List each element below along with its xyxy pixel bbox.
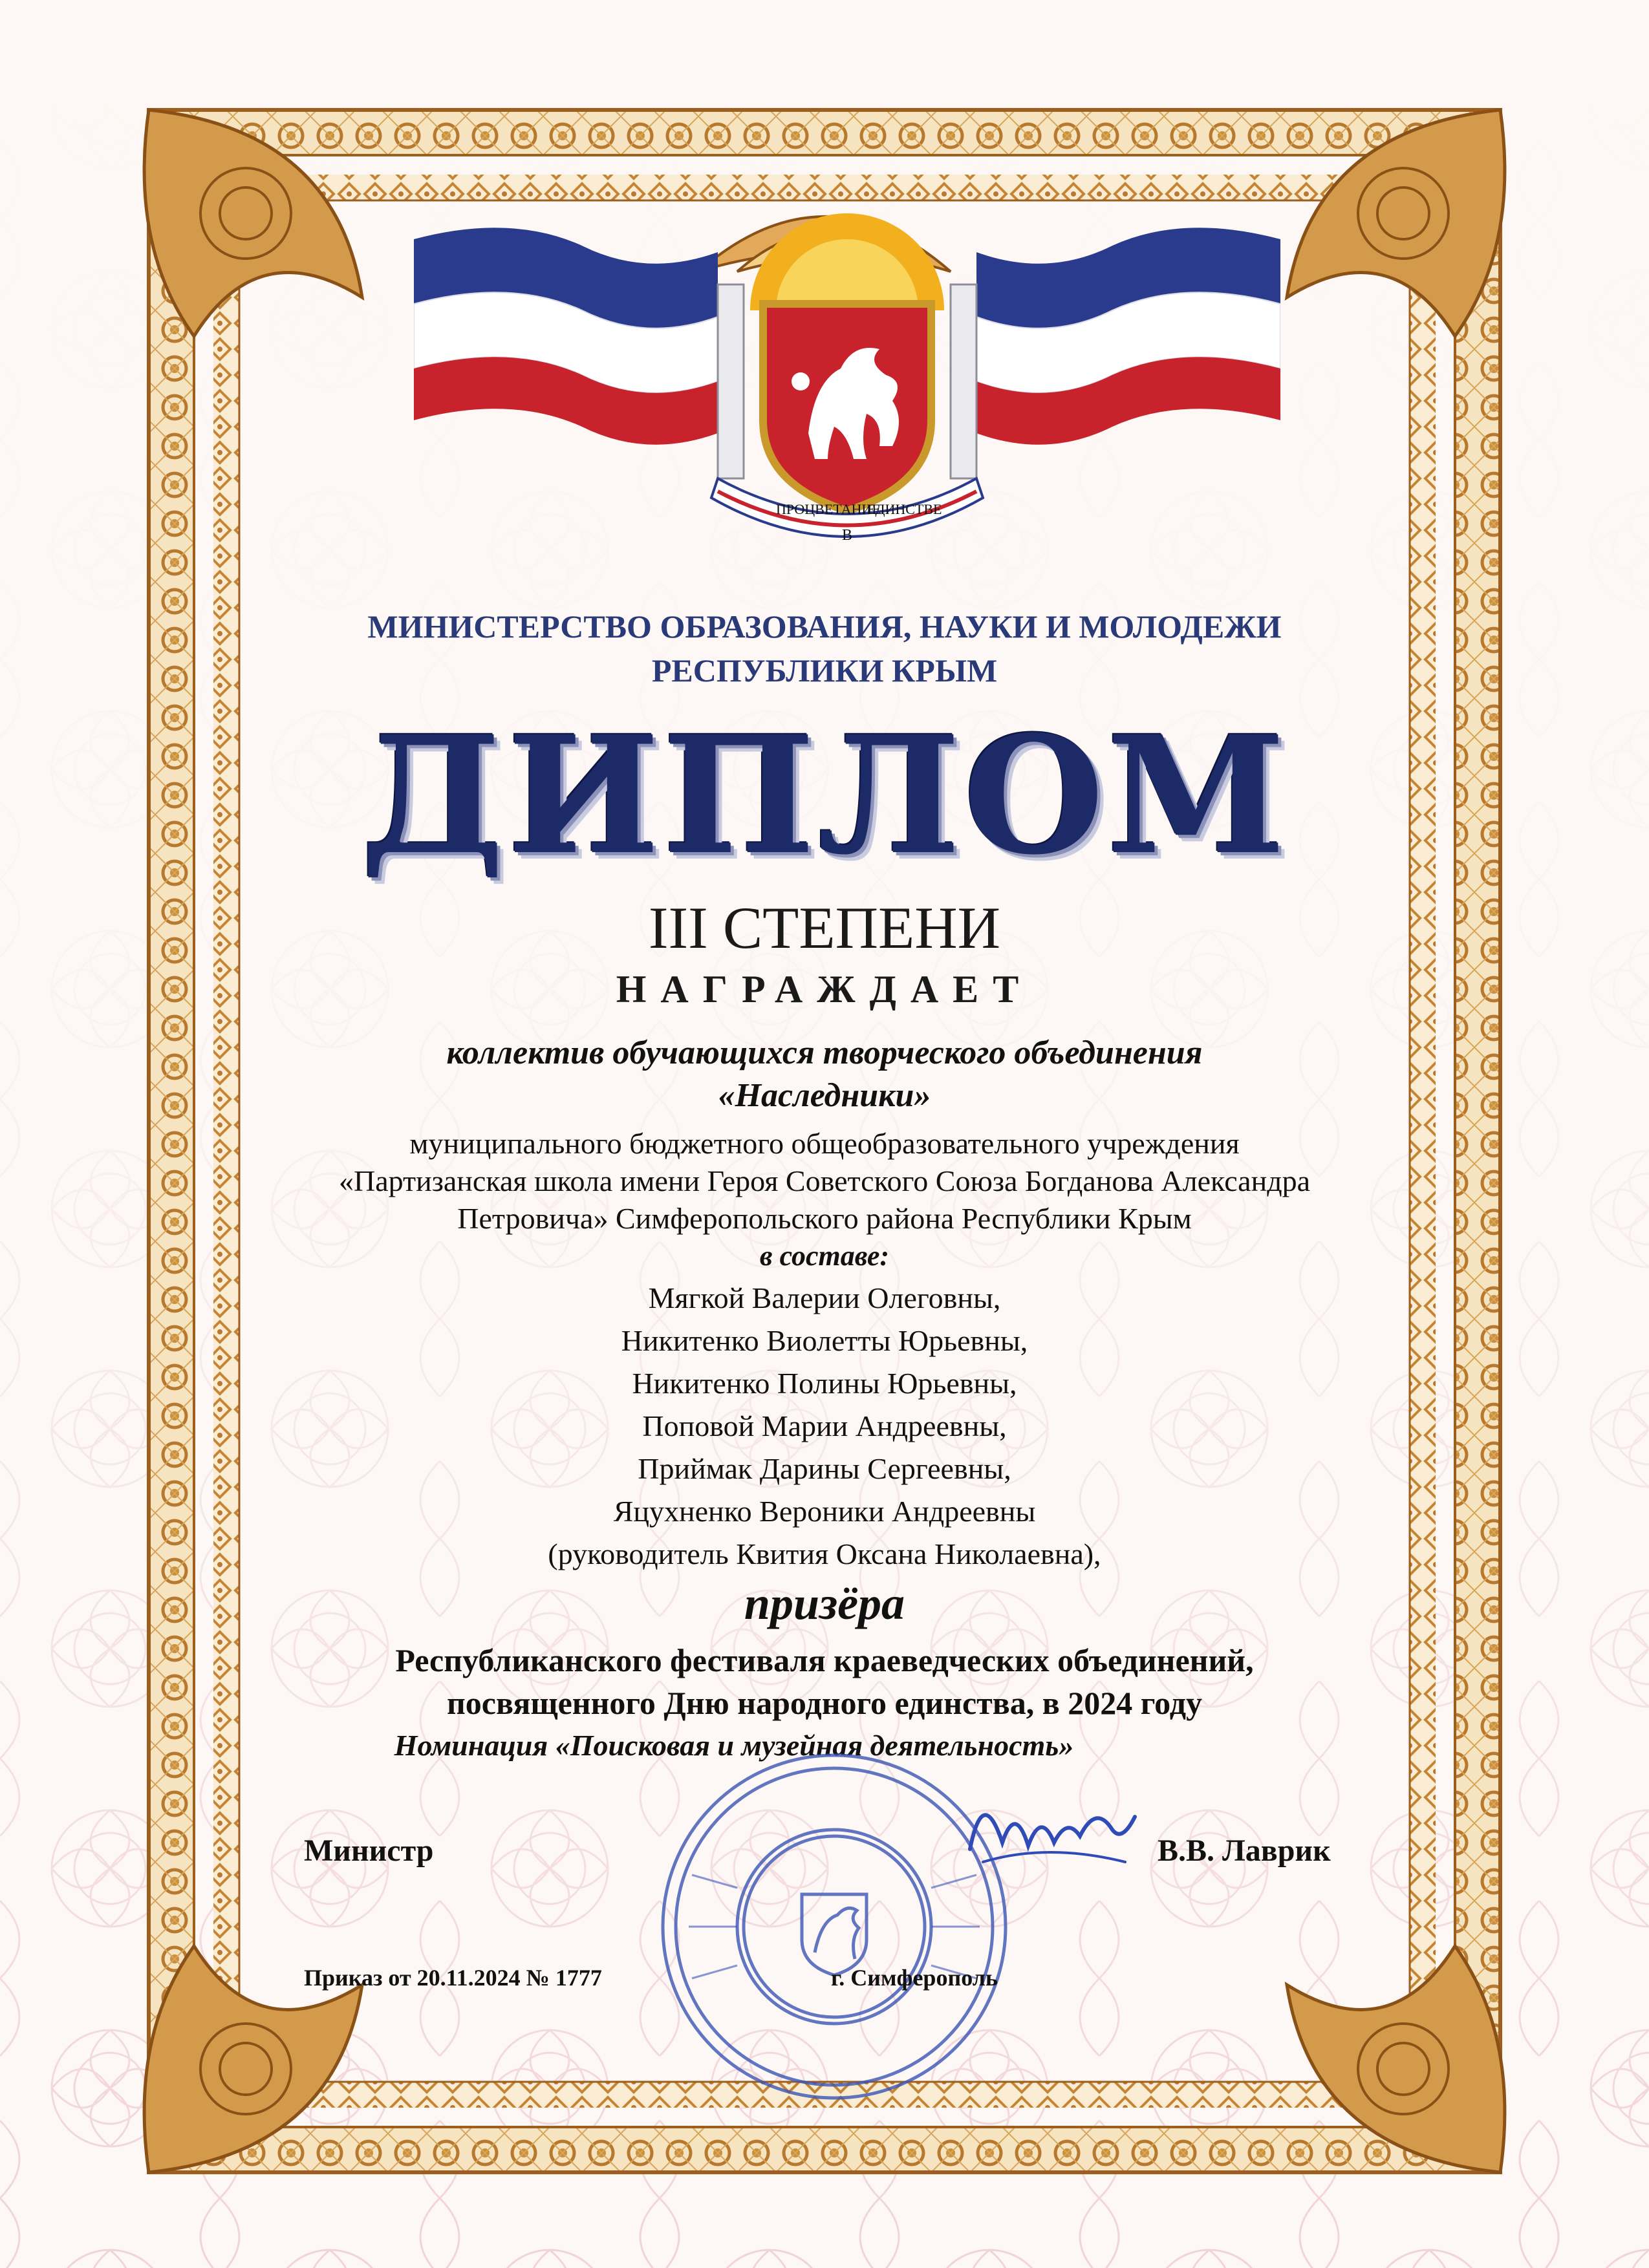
member-item: Никитенко Полины Юрьевны, xyxy=(632,1367,1017,1400)
handwritten-signature xyxy=(957,1765,1138,1894)
festival-line-2: посвященного Дню народного единства, в 2024 году xyxy=(446,1685,1203,1721)
ministry-line-2: РЕСПУБЛИКИ КРЫМ xyxy=(651,652,998,689)
member-item: Поповой Марии Андреевны, xyxy=(642,1409,1007,1442)
composition-label: в составе: xyxy=(759,1240,890,1272)
city-label: г. Симферополь xyxy=(831,1965,998,1991)
festival-line-1: Республиканского фестиваля краеведческих объединений, xyxy=(395,1642,1254,1678)
member-item: Никитенко Виолетты Юрьевны, xyxy=(621,1324,1028,1357)
awards-label: НАГРАЖДАЕТ xyxy=(616,968,1033,1011)
motto-right: ЕДИНСТВЕ xyxy=(867,501,942,517)
degree-label: III СТЕПЕНИ xyxy=(648,895,1001,961)
ministry-header xyxy=(0,604,1649,692)
organization-line-3: Петровича» Симферопольского района Республики Крым xyxy=(457,1202,1192,1235)
flag-right xyxy=(976,228,1280,445)
recipient-line-2: «Наследники» xyxy=(718,1077,931,1114)
motto-center: В xyxy=(842,527,853,544)
organization-line-2: «Партизанская школа имени Героя Советского Союза Богданова Александра xyxy=(338,1164,1311,1197)
member-item: Яцухненко Вероники Андреевны xyxy=(613,1495,1036,1528)
sun-rays xyxy=(750,213,944,310)
crimea-emblem-with-flag xyxy=(414,187,1280,575)
motto-left: ПРОЦВЕТАНИЕ xyxy=(776,501,881,517)
award-status: призёра xyxy=(744,1578,905,1629)
order-reference: Приказ от 20.11.2024 № 1777 xyxy=(304,1965,602,1991)
signatory-position: Министр xyxy=(304,1834,434,1868)
nomination-line: Номинация «Поисковая и музейная деятельность» xyxy=(394,1729,1074,1762)
members-list xyxy=(0,1277,1649,1576)
recipient-line-1: коллектив обучающихся творческого объединения xyxy=(446,1034,1203,1071)
signatory-name: В.В. Лаврик xyxy=(1158,1834,1331,1868)
diploma-title: ДИПЛОМ xyxy=(360,700,1289,890)
member-item: Мягкой Валерии Олеговны, xyxy=(648,1281,1001,1314)
member-item: Приймак Дарины Сергеевны, xyxy=(638,1452,1011,1485)
supervisor-item: (руководитель Квития Оксана Николаевна), xyxy=(548,1537,1101,1570)
organization-line-1: муниципального бюджетного общеобразовательного учреждения xyxy=(409,1127,1240,1160)
ministry-line-1: МИНИСТЕРСТВО ОБРАЗОВАНИЯ, НАУКИ И МОЛОДЕЖИ xyxy=(367,608,1282,645)
flag-left xyxy=(414,228,718,445)
